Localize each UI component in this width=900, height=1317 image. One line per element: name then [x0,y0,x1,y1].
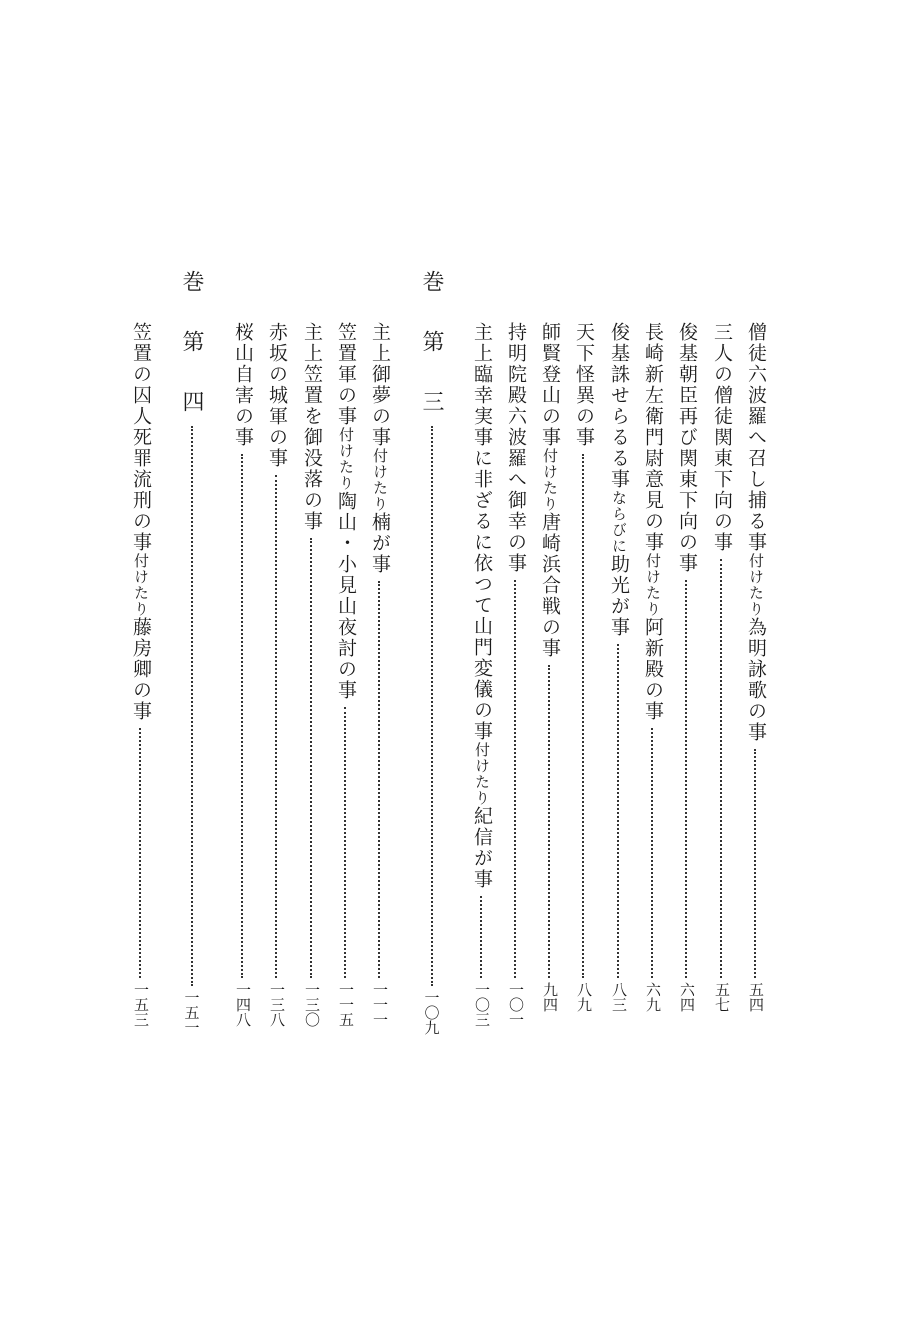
page-number: 一四八 [234,982,252,1027]
page-number: 一三〇 [303,982,321,1027]
page-number: 五四 [747,982,765,1012]
toc-entry [335,322,357,1027]
entry-connector: ならびに [610,490,628,554]
dot-leader [582,454,584,978]
entry-subtitle: 助光が事 [608,554,630,638]
entry-title: 桜山自害の事 [232,322,254,448]
entry-subtitle: 為明詠歌の事 [745,617,767,743]
entry-subtitle: 阿新殿の事 [642,617,664,722]
entry-connector: 付けたり [644,553,662,617]
page-number: 一〇一 [507,982,525,1027]
dot-leader [514,580,516,978]
dot-leader [191,426,193,986]
volume-4-heading-row [179,330,204,1035]
dot-leader [548,665,550,978]
entry-title: 笠置軍の事 [335,322,357,427]
dot-leader [310,538,312,978]
toc-entry [471,322,493,1027]
entry-title: 笠置の囚人死罪流刑の事 [130,322,152,553]
toc-entry [505,322,527,1027]
page-number: 一五三 [132,982,150,1027]
dot-leader [241,454,243,978]
volume-4-label: 巻 [179,270,204,292]
entry-title: 赤坂の城軍の事 [266,322,288,469]
entry-connector: 付けたり [337,427,355,491]
dot-leader [344,707,346,978]
toc-entry [677,322,696,1010]
toc-entry [232,322,254,1027]
entry-title: 三人の僧徒関東下向の事 [711,322,733,553]
page-number: 六九 [644,982,662,1012]
page-number: 一一五 [337,982,355,1027]
entry-title: 僧徒六波羅へ召し捕る事 [745,322,767,553]
toc-entry [574,322,593,1010]
dot-leader [431,426,433,986]
toc-entry [369,322,391,1027]
volume-3-heading: 第 三 [419,330,444,420]
entry-connector: 付けたり [371,448,389,512]
page-number: 五七 [713,982,731,1012]
entry-title: 主上臨幸実事に非ざるに依つて山門変儀の事 [471,322,493,742]
page-number: 九四 [541,982,559,1012]
entry-subtitle: 紀信が事 [471,806,493,890]
entry-subtitle: 藤房卿の事 [130,617,152,722]
toc-entry [301,322,323,1027]
page-number: 一〇九 [422,990,441,1035]
dot-leader [651,728,653,978]
dot-leader [685,580,687,978]
entry-connector: 付けたり [473,742,491,806]
toc-entry [609,322,628,1010]
dot-leader [754,749,756,978]
entry-title: 主上御夢の事 [369,322,391,448]
dot-leader [275,475,277,978]
volume-4-heading: 第 四 [179,330,204,420]
volume-3-label: 巻 [419,270,444,292]
dot-leader [480,896,482,978]
entry-title: 持明院殿六波羅へ御幸の事 [505,322,527,574]
page-number: 一〇三 [473,982,491,1027]
toc-entry [266,322,288,1027]
entry-subtitle: 唐崎浜合戦の事 [539,512,561,659]
dot-leader [378,581,380,978]
page-number: 一一一 [371,982,389,1027]
entry-title: 師賢登山の事 [539,322,561,448]
page-number: 八三 [610,982,628,1012]
entry-subtitle: 陶山・小見山夜討の事 [335,491,357,701]
entry-title: 俊基朝臣再び関東下向の事 [676,322,698,574]
toc-entry [712,322,731,1010]
page-number: 一五一 [182,990,201,1035]
entry-title: 俊基誅せらるる事 [608,322,630,490]
entry-connector: 付けたり [747,553,765,617]
page-number: 一三八 [268,982,286,1027]
volume-3-heading-row [419,330,444,1035]
entry-connector: 付けたり [541,448,559,512]
entry-title: 主上笠置を御没落の事 [301,322,323,532]
entry-connector: 付けたり [132,553,150,617]
toc-entry [643,322,662,1010]
dot-leader [720,559,722,978]
entry-title: 長崎新左衛門尉意見の事 [642,322,664,553]
toc-entry [130,322,152,1027]
page-number: 八九 [575,982,593,1012]
page-number: 六四 [678,982,696,1012]
toc-entry [746,322,765,1010]
entry-title: 天下怪異の事 [573,322,595,448]
entry-subtitle: 楠が事 [369,512,391,575]
dot-leader [139,728,141,978]
toc-entry [540,322,559,1010]
dot-leader [617,644,619,978]
